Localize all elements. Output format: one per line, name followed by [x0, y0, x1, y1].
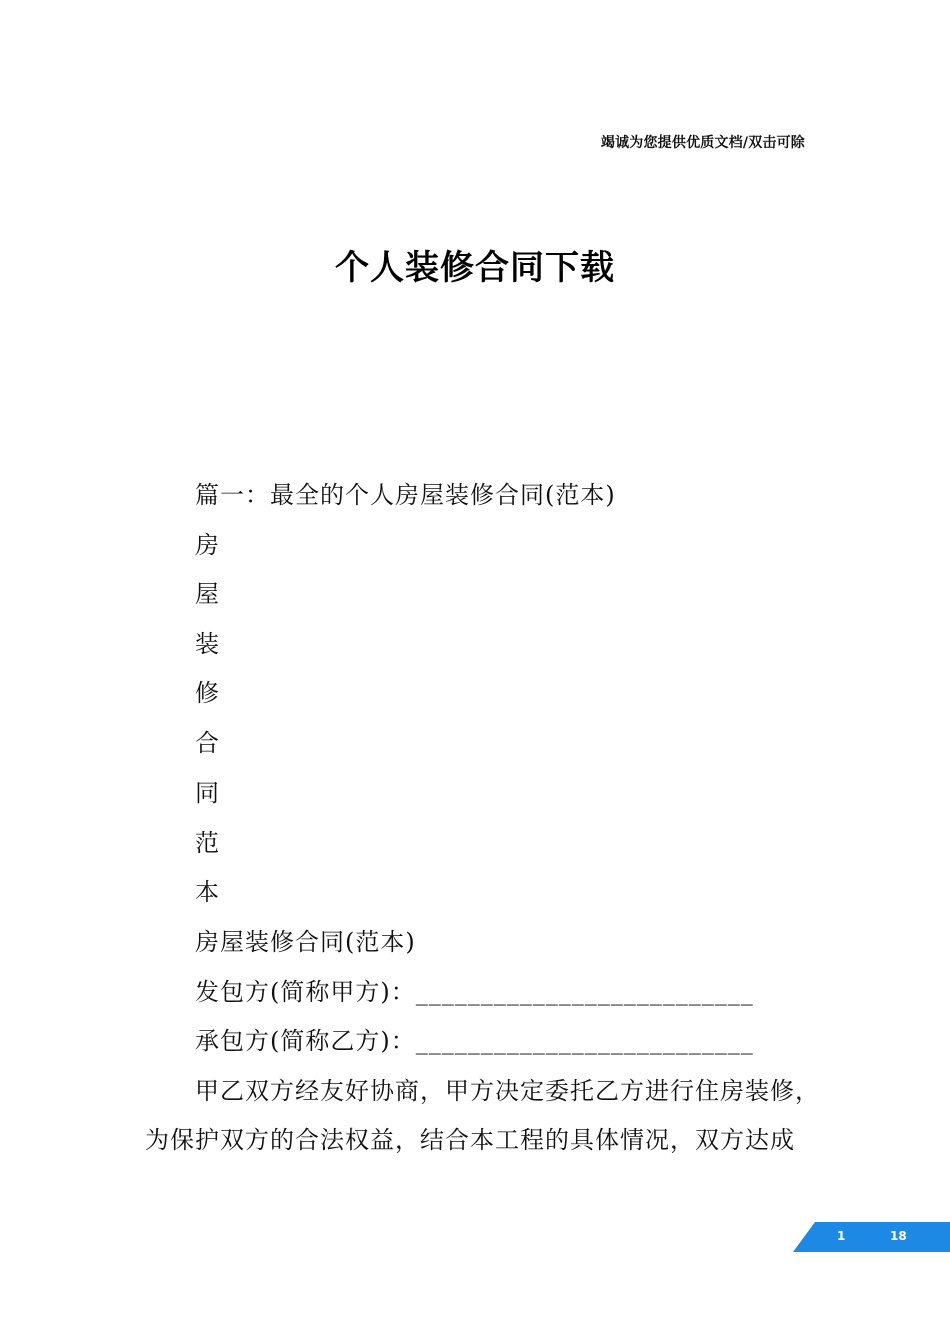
- vertical-char-2: 屋: [195, 580, 220, 608]
- page-indicator: [793, 1222, 950, 1252]
- contract-subtitle: 房屋装修合同(范本): [195, 928, 416, 956]
- vertical-char-1: 房: [195, 531, 220, 559]
- party-b-label: 承包方(简称乙方)：: [195, 1027, 416, 1055]
- vertical-char-6: 同: [195, 779, 220, 807]
- paragraph-line-1: 甲乙双方经友好协商，甲方决定委托乙方进行住房装修，: [195, 1077, 820, 1105]
- document-title: 个人装修合同下载: [335, 248, 615, 288]
- header-note: 竭诚为您提供优质文档/双击可除: [600, 135, 805, 151]
- party-a-label: 发包方(简称甲方)：: [195, 978, 416, 1006]
- section-heading: 篇一：最全的个人房屋装修合同(范本): [195, 481, 616, 509]
- party-a-line: [195, 977, 754, 1007]
- page-number: 1: [837, 1229, 846, 1243]
- vertical-char-3: 装: [195, 630, 220, 658]
- party-a-blank: __________________________: [415, 978, 754, 1006]
- paragraph-line-2: 为保护双方的合法权益，结合本工程的具体情况，双方达成: [145, 1126, 795, 1154]
- page-total: 18: [890, 1229, 907, 1243]
- party-b-line: [195, 1026, 754, 1056]
- vertical-char-8: 本: [195, 878, 220, 906]
- vertical-char-5: 合: [195, 729, 220, 757]
- party-b-blank: __________________________: [415, 1027, 754, 1055]
- page-tab-shape: [793, 1222, 950, 1252]
- vertical-char-4: 修: [195, 679, 220, 707]
- vertical-char-7: 范: [195, 829, 220, 857]
